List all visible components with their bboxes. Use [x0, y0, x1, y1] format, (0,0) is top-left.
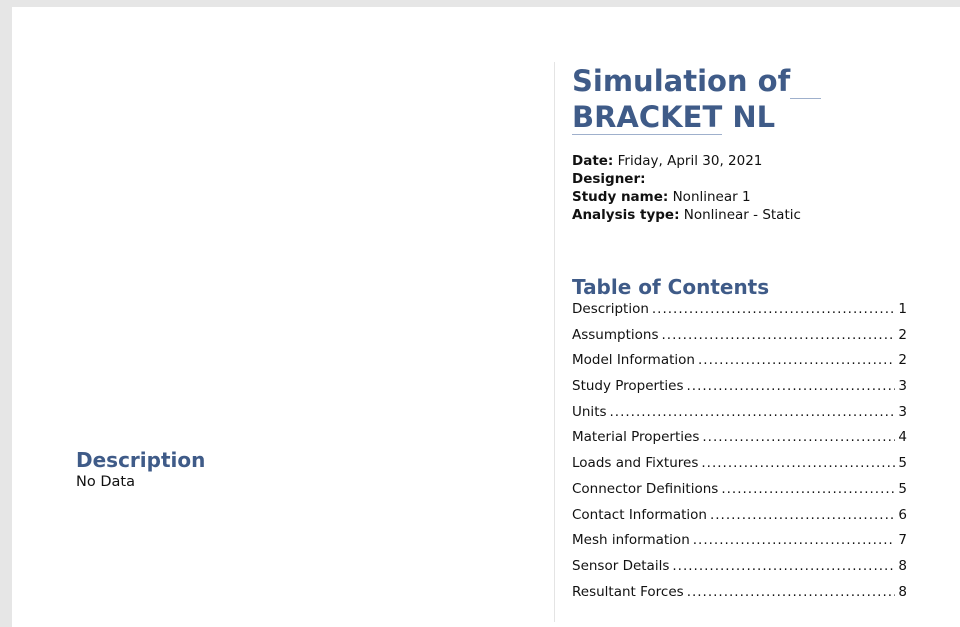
- toc-entry-page: 3: [898, 403, 907, 420]
- toc-entry[interactable]: [572, 481, 907, 507]
- description-text: No Data: [76, 474, 135, 490]
- toc-entry-page: 5: [898, 455, 907, 472]
- toc-entry[interactable]: [572, 558, 907, 584]
- toc-entry-page: 1: [898, 301, 907, 317]
- toc-entry-label: Assumptions: [572, 326, 659, 343]
- toc-entry-page: 2: [898, 326, 907, 343]
- toc-entry-page: 4: [898, 429, 907, 446]
- toc-leader-dots: [710, 507, 895, 523]
- title-model-name: BRACKET: [572, 100, 723, 134]
- table-of-contents: [572, 301, 907, 609]
- toc-entry-page: 2: [898, 352, 907, 369]
- toc-entry-page: 8: [898, 557, 907, 574]
- designer-label: Designer:: [572, 171, 646, 187]
- toc-entry-label: Description: [572, 301, 649, 317]
- toc-leader-dots: [721, 481, 895, 497]
- toc-leader-dots: [698, 352, 895, 368]
- toc-entry[interactable]: [572, 378, 907, 404]
- toc-entry[interactable]: [572, 301, 907, 327]
- toc-leader-dots: [652, 301, 896, 317]
- toc-entry[interactable]: [572, 584, 907, 610]
- title-line-1: Simulation of: [572, 64, 791, 98]
- study-name-value: Nonlinear 1: [668, 189, 751, 205]
- toc-entry[interactable]: [572, 404, 907, 430]
- toc-entry-page: 6: [898, 506, 907, 523]
- toc-entry-label: Study Properties: [572, 378, 684, 395]
- date-label: Date:: [572, 153, 614, 169]
- date-value: Friday, April 30, 2021: [613, 153, 763, 169]
- toc-entry-label: Mesh information: [572, 532, 690, 549]
- toc-leader-dots: [693, 532, 896, 548]
- toc-entry-label: Material Properties: [572, 429, 700, 446]
- toc-entry-page: 7: [898, 532, 907, 549]
- document-page: [12, 7, 960, 627]
- toc-leader-dots: [661, 327, 895, 343]
- toc-entry[interactable]: [572, 507, 907, 533]
- toc-entry-label: Units: [572, 403, 607, 420]
- toc-entry[interactable]: [572, 352, 907, 378]
- toc-entry[interactable]: [572, 327, 907, 353]
- title-underline-space: [790, 64, 820, 99]
- toc-entry-label: Model Information: [572, 352, 695, 369]
- toc-entry-page: 5: [898, 480, 907, 497]
- column-divider: [554, 62, 555, 622]
- toc-leader-dots: [687, 584, 896, 600]
- toc-entry[interactable]: [572, 455, 907, 481]
- study-name-label: Study name:: [572, 189, 669, 205]
- title-suffix: NL: [722, 100, 776, 134]
- analysis-type-label: Analysis type:: [572, 207, 680, 223]
- toc-leader-dots: [610, 404, 896, 420]
- toc-heading: Table of Contents: [572, 275, 770, 299]
- description-heading: Description: [76, 448, 206, 472]
- report-meta: [572, 152, 801, 224]
- toc-entry-label: Sensor Details: [572, 557, 670, 574]
- toc-leader-dots: [672, 558, 895, 574]
- toc-leader-dots: [701, 455, 895, 471]
- toc-entry-page: 3: [898, 378, 907, 395]
- toc-leader-dots: [687, 378, 896, 394]
- toc-entry[interactable]: [572, 532, 907, 558]
- toc-entry-label: Contact Information: [572, 506, 707, 523]
- toc-entry-label: Resultant Forces: [572, 583, 684, 600]
- toc-leader-dots: [702, 429, 895, 445]
- toc-entry-label: Loads and Fixtures: [572, 455, 699, 472]
- toc-entry[interactable]: [572, 429, 907, 455]
- toc-entry-page: 8: [898, 583, 907, 600]
- toc-entry-label: Connector Definitions: [572, 480, 719, 497]
- analysis-type-value: Nonlinear - Static: [679, 207, 801, 223]
- report-title: [572, 63, 821, 135]
